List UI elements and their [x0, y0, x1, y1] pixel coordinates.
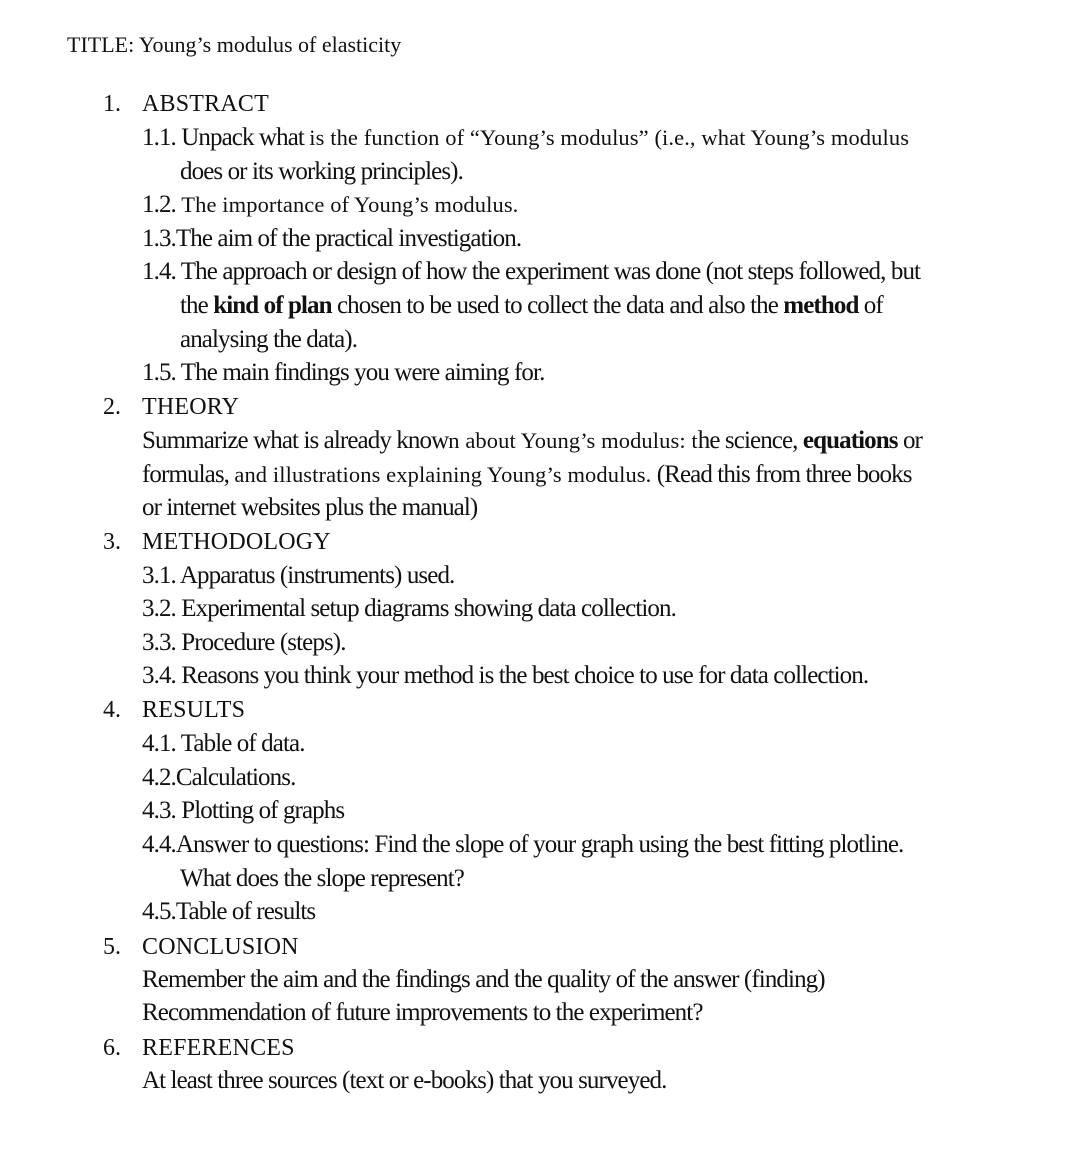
theory-line-1-c: he science,	[697, 427, 803, 454]
item-1-2-line-1	[142, 190, 518, 220]
item-1-4-bold-method: method	[783, 292, 859, 319]
item-1-2-text: The importance of Young’s modulus.	[181, 192, 519, 217]
theory-line-1	[142, 426, 922, 456]
section-5-number: 5.	[103, 934, 121, 960]
theory-line-3: or internet websites plus the manual)	[142, 494, 478, 521]
item-4-3: 4.3. Plotting of graphs	[142, 797, 345, 824]
item-1-1-rest: is the function of “Young’s modulus” (i.e., what Young’s modulus	[309, 125, 910, 150]
section-4-number: 4.	[103, 697, 121, 723]
item-1-4-text-c: of	[858, 292, 883, 319]
document-title: TITLE: Young’s modulus of elasticity	[67, 32, 402, 57]
item-1-4-line-2	[180, 291, 883, 321]
item-1-4-text-a: the	[180, 292, 214, 319]
section-6-heading: REFERENCES	[142, 1035, 295, 1061]
references-line-1: At least three sources (text or e-books) that you surveyed.	[142, 1067, 667, 1094]
theory-line-1-b: n about Young’s modulus: t	[448, 428, 698, 453]
theory-line-1-a: Summarize what is already know	[142, 427, 449, 454]
theory-line-2-a: formulas,	[142, 461, 235, 488]
section-1-number: 1.	[103, 91, 121, 117]
item-1-1-line-1	[142, 123, 909, 153]
item-1-2-number: 1.2.	[142, 191, 182, 218]
conclusion-line-2: Recommendation of future improvements to the experiment?	[142, 999, 703, 1026]
item-4-5: 4.5.Table of results	[142, 898, 316, 925]
section-3-heading: METHODOLOGY	[142, 529, 331, 555]
item-1-3-line-1: 1.3.The aim of the practical investigation.	[142, 225, 522, 252]
item-4-1: 4.1. Table of data.	[142, 730, 305, 757]
section-2-heading: THEORY	[142, 394, 240, 420]
item-3-1: 3.1. Apparatus (instruments) used.	[142, 562, 455, 589]
theory-bold-equations: equations	[802, 427, 898, 454]
theory-line-1-d: or	[897, 427, 922, 454]
item-3-3: 3.3. Procedure (steps).	[142, 629, 346, 656]
section-2-number: 2.	[103, 394, 121, 420]
item-4-4-line-1: 4.4.Answer to questions: Find the slope of your graph using the best fitting plotline.	[142, 831, 904, 858]
item-1-1-lead: 1.1. Unpack what	[142, 124, 310, 151]
section-1-heading: ABSTRACT	[142, 91, 269, 117]
item-4-2: 4.2.Calculations.	[142, 764, 296, 791]
item-3-2: 3.2. Experimental setup diagrams showing data collection.	[142, 595, 676, 622]
theory-line-2-c: (Read this from three books	[651, 461, 912, 488]
section-6-number: 6.	[103, 1035, 121, 1061]
item-1-4-line-1: 1.4. The approach or design of how the experiment was done (not steps followed, but	[142, 258, 921, 285]
item-1-4-text-b: chosen to be used to collect the data and also the	[331, 292, 784, 319]
item-3-4: 3.4. Reasons you think your method is the best choice to use for data collection.	[142, 662, 869, 689]
item-4-4-line-2: What does the slope represent?	[180, 865, 464, 892]
item-1-4-bold-kind-of-plan: kind of plan	[213, 292, 332, 319]
item-1-4-line-3: analysing the data).	[180, 326, 358, 353]
theory-line-2-b: and illustrations explaining Young’s modulus.	[234, 462, 652, 487]
section-5-heading: CONCLUSION	[142, 934, 299, 960]
theory-line-2	[142, 460, 912, 490]
section-4-heading: RESULTS	[142, 697, 246, 723]
section-3-number: 3.	[103, 529, 121, 555]
item-1-5-line-1: 1.5. The main findings you were aiming for.	[142, 359, 545, 386]
item-1-1-line-2: does or its working principles).	[180, 158, 463, 185]
conclusion-line-1: Remember the aim and the findings and the quality of the answer (finding)	[142, 966, 825, 993]
